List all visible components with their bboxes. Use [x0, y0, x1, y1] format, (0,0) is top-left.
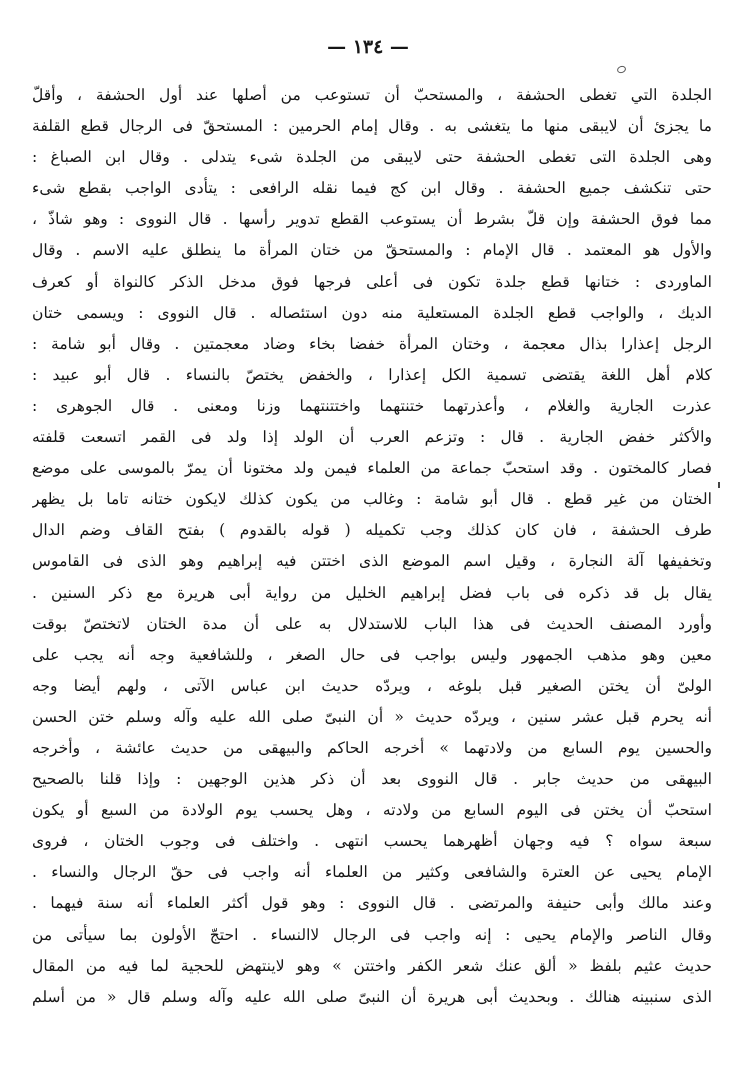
text-line: البيهقى من حديث جابر . قال النووى بعد أن ذكر هذين الوجهين : وإذا قلنا بالصحيح — [32, 770, 712, 789]
text-line: وتخفيفها آلة النجارة ، وقيل اسم الموضع الذى اختتن فيه إبراهيم وهو الذى فى القاموس — [32, 552, 712, 571]
text-line: وقال الناصر والإمام يحيى : إنه واجب فى الرجال لاالنساء . احتجّ الأولون بما سيأتى من — [32, 925, 712, 944]
text-line: الذى سنبينه هنالك . وبحديث أبى هريرة أن النبىّ صلى الله عليه وآله وسلم قال « من أسلم — [32, 987, 712, 1006]
text-line: عذرت الجارية والغلام ، وأعذرتهما ختنتهما واختتنتهما وزنا ومعنى . قال الجوهرى : — [32, 396, 712, 415]
text-line: فصار كالمختون . وقد استحبّ جماعة من العلماء فيمن ولد مختونا أن يمرّ بالموسى على موضع — [32, 459, 712, 478]
text-line: حديث عثيم بلفظ « ألق عنك شعر الكفر واختتن » وهو لاينتهض للحجية لما فيه من المقال — [32, 956, 712, 975]
text-line: والأول هو المعتمد . قال الإمام : والمستحقّ من ختان المرأة ما ينطلق عليه الاسم . وقال — [32, 241, 712, 260]
page-number: — ١٣٤ — — [327, 36, 409, 58]
text-line: سبعة سواه ؟ فيه وجهان أظهرهما يحسب انتهى . واختلف فى وجوب الختان ، فروى — [32, 832, 712, 851]
text-line: كلام أهل اللغة يقتضى تسمية الكل إعذارا ، والخفض يختصّ بالنساء . قال أبو عبيد : — [32, 365, 712, 384]
text-line: الرجل إعذارا بذال معجمة ، وختان المرأة خفضا بخاء وضاد معجمتين . وقال أبو شامة : — [32, 334, 712, 353]
text-line: معين وهو مذهب الجمهور وليس بواجب فى حال الصغر ، وللشافعية وجه أنه يجب على — [32, 645, 712, 664]
text-line: الولىّ أن يختن الصغير قبل بلوغه ، ويردّه حديث ابن عباس الآتى ، ولهم أيضا وجه — [32, 676, 712, 695]
text-line: ما يجزئ أن لايبقى منها ما يتغشى به . وقال إمام الحرمين : المستحقّ فى الرجال قطع القلفة — [32, 117, 712, 136]
text-line: الختان من غير قطع . قال أبو شامة : وغالب من يكون كذلك لايكون ختانه تاما بل يظهر — [32, 490, 712, 509]
main-text-body — [32, 80, 712, 1013]
margin-mark — [718, 482, 720, 488]
text-line: طرف الحشفة ، فان كان كذلك وجب تكميله ( قوله بالقدوم ) بفتح القاف وضم الدال — [32, 521, 712, 540]
text-line: وأورد المصنف الحديث فى هذا الباب للاستدلال به على أن مدة الختان لاتختصّ بوقت — [32, 614, 712, 633]
text-line: الديك ، والواجب قطع الجلدة المستعلية منه دون استئصاله . قال النووى : ويسمى ختان — [32, 303, 712, 322]
text-line: الماوردى : ختانها قطع جلدة تكون فى أعلى فرجها فوق مدخل الذكر كالنواة أو كعرف — [32, 272, 712, 291]
text-line: وعند مالك وأبى حنيفة والمرتضى . قال النووى : وهو قول أكثر العلماء أنه سنة فيهما . — [32, 894, 712, 913]
text-line: مما فوق الحشفة وإن قلّ بشرط أن يستوعب القطع تدوير رأسها . قال النووى : وهو شاذّ ، — [32, 210, 712, 229]
text-line: الإمام يحيى عن العترة والشافعى وكثير من العلماء أنه واجب فى حقّ الرجال والنساء . — [32, 863, 712, 882]
ink-speck-mark — [616, 65, 627, 75]
text-line: أنه يحرم قبل عشر سنين ، ويردّه حديث « أن النبىّ صلى الله عليه وآله وسلم ختن الحسن — [32, 707, 712, 726]
text-line: حتى تنكشف جميع الحشفة . وقال ابن كج فيما نقله الرافعى : يتأدى الواجب بقطع شىء — [32, 179, 712, 198]
text-line: والحسين يوم السابع من ولادتهما » أخرجه الحاكم والبيهقى من حديث عائشة ، وأخرجه — [32, 738, 712, 757]
text-line: والأكثر خفض الجارية . قال : وتزعم العرب أن الولد إذا ولد فى القمر اتسعت قلفته — [32, 428, 712, 447]
text-line: استحبّ أن يختن فى اليوم السابع من ولادته ، وهل يحسب يوم الولادة من السبع أو يكون — [32, 801, 712, 820]
text-line: يقال بل قد ذكره فى باب فضل إبراهيم الخليل من رواية أبى هريرة مع ذكر السنين . — [32, 583, 712, 602]
text-line: وهى الجلدة التى تغطى الحشفة حتى لايبقى من الجلدة شىء يتدلى . وقال ابن الصباغ : — [32, 148, 712, 167]
text-line: الجلدة التي تغطى الحشفة ، والمستحبّ أن تستوعب من أصلها عند أول الحشفة ، وأقلّ — [32, 86, 712, 104]
